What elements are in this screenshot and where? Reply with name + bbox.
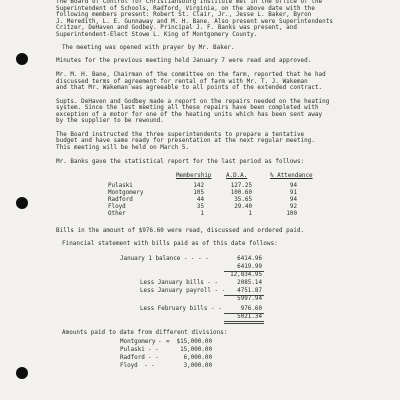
row-attendance: 92: [289, 204, 297, 210]
row-name: Radford: [108, 197, 133, 203]
financial-amount: 5021.34: [237, 314, 262, 320]
division-amount: 3,000.00: [183, 363, 212, 369]
col-header-attendance: % Attendance: [270, 173, 313, 179]
row-name: Pulaski: [108, 183, 133, 189]
division-dashes: -: [158, 339, 162, 345]
farm-line: Mr. M. H. Bane, Chairman of the committee on the farm, reported that he had: [56, 72, 326, 78]
row-attendance: 94: [289, 197, 297, 203]
financial-amount: 4751.87: [237, 288, 262, 294]
row-attendance: 100: [286, 211, 297, 217]
row-ada: 35.65: [234, 197, 252, 203]
prayer-line: The meeting was opened with prayer by Mr. Baker.: [62, 45, 235, 51]
division-dashes: - -: [148, 355, 159, 361]
row-attendance: 91: [289, 190, 297, 196]
row-membership: 142: [193, 183, 204, 189]
row-membership: 44: [196, 197, 204, 203]
row-name: Other: [108, 211, 126, 217]
row-name: Floyd: [108, 204, 126, 210]
col-header-ada: A.D.A.: [226, 173, 248, 179]
financial-amount: 5997.94: [237, 296, 262, 302]
punch-hole: [16, 197, 28, 209]
financial-amount: 6419.99: [237, 264, 262, 270]
row-ada: 100.60: [230, 190, 252, 196]
division-amount: 6,000.00: [183, 355, 212, 361]
financial-label: Less January payroll - -: [140, 288, 226, 294]
intro-line: Critzer, DeHaven and Godbey. Principal J. F. Banks was present, and: [56, 25, 297, 31]
division-dashes: - -: [144, 363, 155, 369]
division-amount: 15,000.00: [180, 347, 212, 353]
col-header-membership: Membership: [176, 173, 212, 179]
financial-amount: 12,834.95: [230, 272, 262, 278]
repairs-line: Supts. DeHaven and Godbey made a report on the repairs needed on the heating: [56, 98, 330, 105]
row-ada: 1: [248, 211, 252, 217]
budget-line: This meeting will be held on March 5.: [56, 144, 190, 151]
punch-hole: [16, 53, 28, 65]
row-membership: 35: [196, 204, 204, 210]
punch-hole: [16, 367, 28, 379]
divisions-intro: Amounts paid to date from different divisions:: [62, 330, 228, 336]
division-amount: $15,000.00: [176, 339, 212, 345]
financial-label: Less February bills - -: [140, 306, 222, 312]
division-name: Montgomery: [120, 339, 156, 345]
row-name: Montgomery: [108, 190, 144, 196]
bills-line: Bills in the amount of $976.60 were read, discussed and ordered paid.: [56, 227, 305, 234]
row-membership: 105: [193, 190, 204, 196]
division-name: Pulaski: [120, 347, 145, 353]
repairs-line: system. Since the last meeting all these repairs have been completed with: [56, 105, 319, 111]
financial-intro: Financial statement with bills paid as of this date follows:: [62, 241, 278, 247]
financial-label: January 1 balance - - - -: [120, 256, 209, 262]
stats-intro: Mr. Banks gave the statistical report for the last period as follows:: [56, 158, 305, 165]
intro-line: following members present: Robert St. Clair, Jr., Jesse L. Baker, Byron: [56, 12, 312, 18]
intro-line: Superintendent-Elect Stowe L. King of Montgomery County.: [56, 31, 258, 38]
financial-amount: 2085.14: [237, 280, 262, 286]
repairs-line: by the supplier to be rewound.: [56, 118, 164, 124]
budget-line: The Board instructed the three superintendents to prepare a tentative: [56, 131, 305, 138]
financial-amount: 6414.96: [237, 256, 262, 262]
division-name: Radford: [120, 355, 145, 361]
farm-line: and that Mr. Wakeman was agreeable to all points of the extended contract.: [56, 85, 323, 91]
intro-line: J. Meredith, L. E. Gunnaway and M. H. Bane. Also present were Superintendents: [56, 18, 333, 25]
intro-line: Superintendent of Schools, Radford, Virginia, on the above date with the: [56, 5, 315, 12]
double-underline: [224, 323, 264, 324]
budget-line: budget and have same ready for presentation at the next regular meeting.: [56, 138, 315, 144]
row-ada: 127.25: [230, 183, 252, 189]
division-dashes: - -: [148, 347, 159, 353]
minutes-line: Minutes for the previous meeting held January 7 were read and approved.: [56, 58, 312, 64]
repairs-line: exception of a motor for one of the heating units which has been sent away: [56, 111, 323, 118]
row-attendance: 94: [289, 183, 297, 189]
financial-label: Less January bills - -: [140, 280, 219, 286]
row-membership: 1: [200, 211, 204, 217]
financial-amount: 976.60: [240, 306, 262, 312]
equals-sign: =: [166, 339, 170, 345]
row-ada: 29.40: [234, 204, 252, 210]
division-name: Floyd: [120, 363, 138, 369]
farm-line: discussed terms of agreement for rental of farm with Mr. T. J. Wakeman: [56, 78, 308, 85]
intro-line: The Board of Control for Christiansburg Institute met in the office of the: [56, 0, 323, 5]
